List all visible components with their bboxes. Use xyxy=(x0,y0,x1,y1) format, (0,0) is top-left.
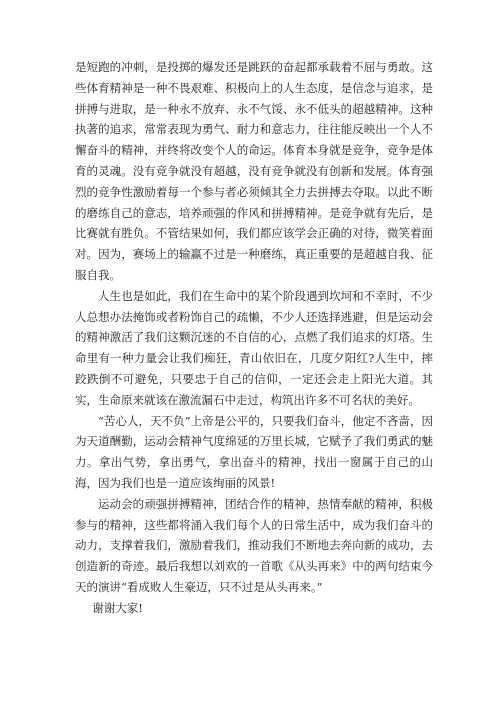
closing-thanks: 谢谢大家! xyxy=(92,600,143,615)
paragraph-sports-spirit: 是短跑的冲刺，是投掷的爆发还是跳跃的奋起都承载着不屈与勇敢。这些体育精神是一种不畏艰难、积极向上的人生态度，是信念与追求，是拼搏与进取，是一种永不放弃、永不气馁、永不低头的超越精神。这种执著的追求，常常表现为勇气、耐力和意志力，往往能反映出一个人不懈奋斗的精神，并终将改变个人的命运。体育本身就是竞争，竞争是体育的灵魂。没有竞争就没有超越，没有竞争就没有创新和发展。体育强烈的竞争性激励着每一个参与者必须倾其全力去拼搏去夺取。以此不断的磨练自己的意志，培养顽强的作风和拼搏精神。是竞争就有先后，是比赛就有胜负。不管结果如何，我们都应该学会正确的对待，微笑着面对。因为，赛场上的输赢不过是一种磨练，真正重要的是超越自我、征服自我。 xyxy=(75,60,433,282)
paragraph-life: 人生也是如此，我们在生命中的某个阶段遇到坎坷和不幸时，不少人总想办法掩饰或者粉饰自己的疏懒，不少人还选择逃避，但是运动会的精神激活了我们这颗沉迷的不自信的心，点燃了我们追求的灯塔。生命里有一种力量会让我们痴狂，青山依旧在，几度夕阳红?人生中，摔跤跌倒不可避免，只要忠于自己的信仰，一定还会走上阳光大道。其实，生命原来就该在激流漏石中走过，构筑出许多不可名状的美好。 xyxy=(75,288,433,407)
paragraph-hard-work: “苦心人，天不负”上帝是公平的，只要我们奋斗，他定不吝啬，因为天道酬勤，运动会精神气度绵延的万里长城，它赋予了我们勇武的魅力。拿出气势，拿出勇气，拿出奋斗的精神，找出一窗属于自己的山海，因为我们也是一道应该绚丽的风景! xyxy=(75,413,433,490)
document-body xyxy=(75,57,433,619)
paragraph-conclusion: 运动会的顽强拼搏精神，团结合作的精神，热情奉献的精神，积极参与的精神，这些都将涌入我们每个人的日常生活中，成为我们奋斗的动力，支撑着我们，激励着我们，推动我们不断地去奔向新的成功，去创造新的奇迹。最后我想以刘欢的一首歌《从头再来》中的两句结束今天的演讲“看成败人生豪迈，只不过是从头再来。” xyxy=(75,496,433,594)
